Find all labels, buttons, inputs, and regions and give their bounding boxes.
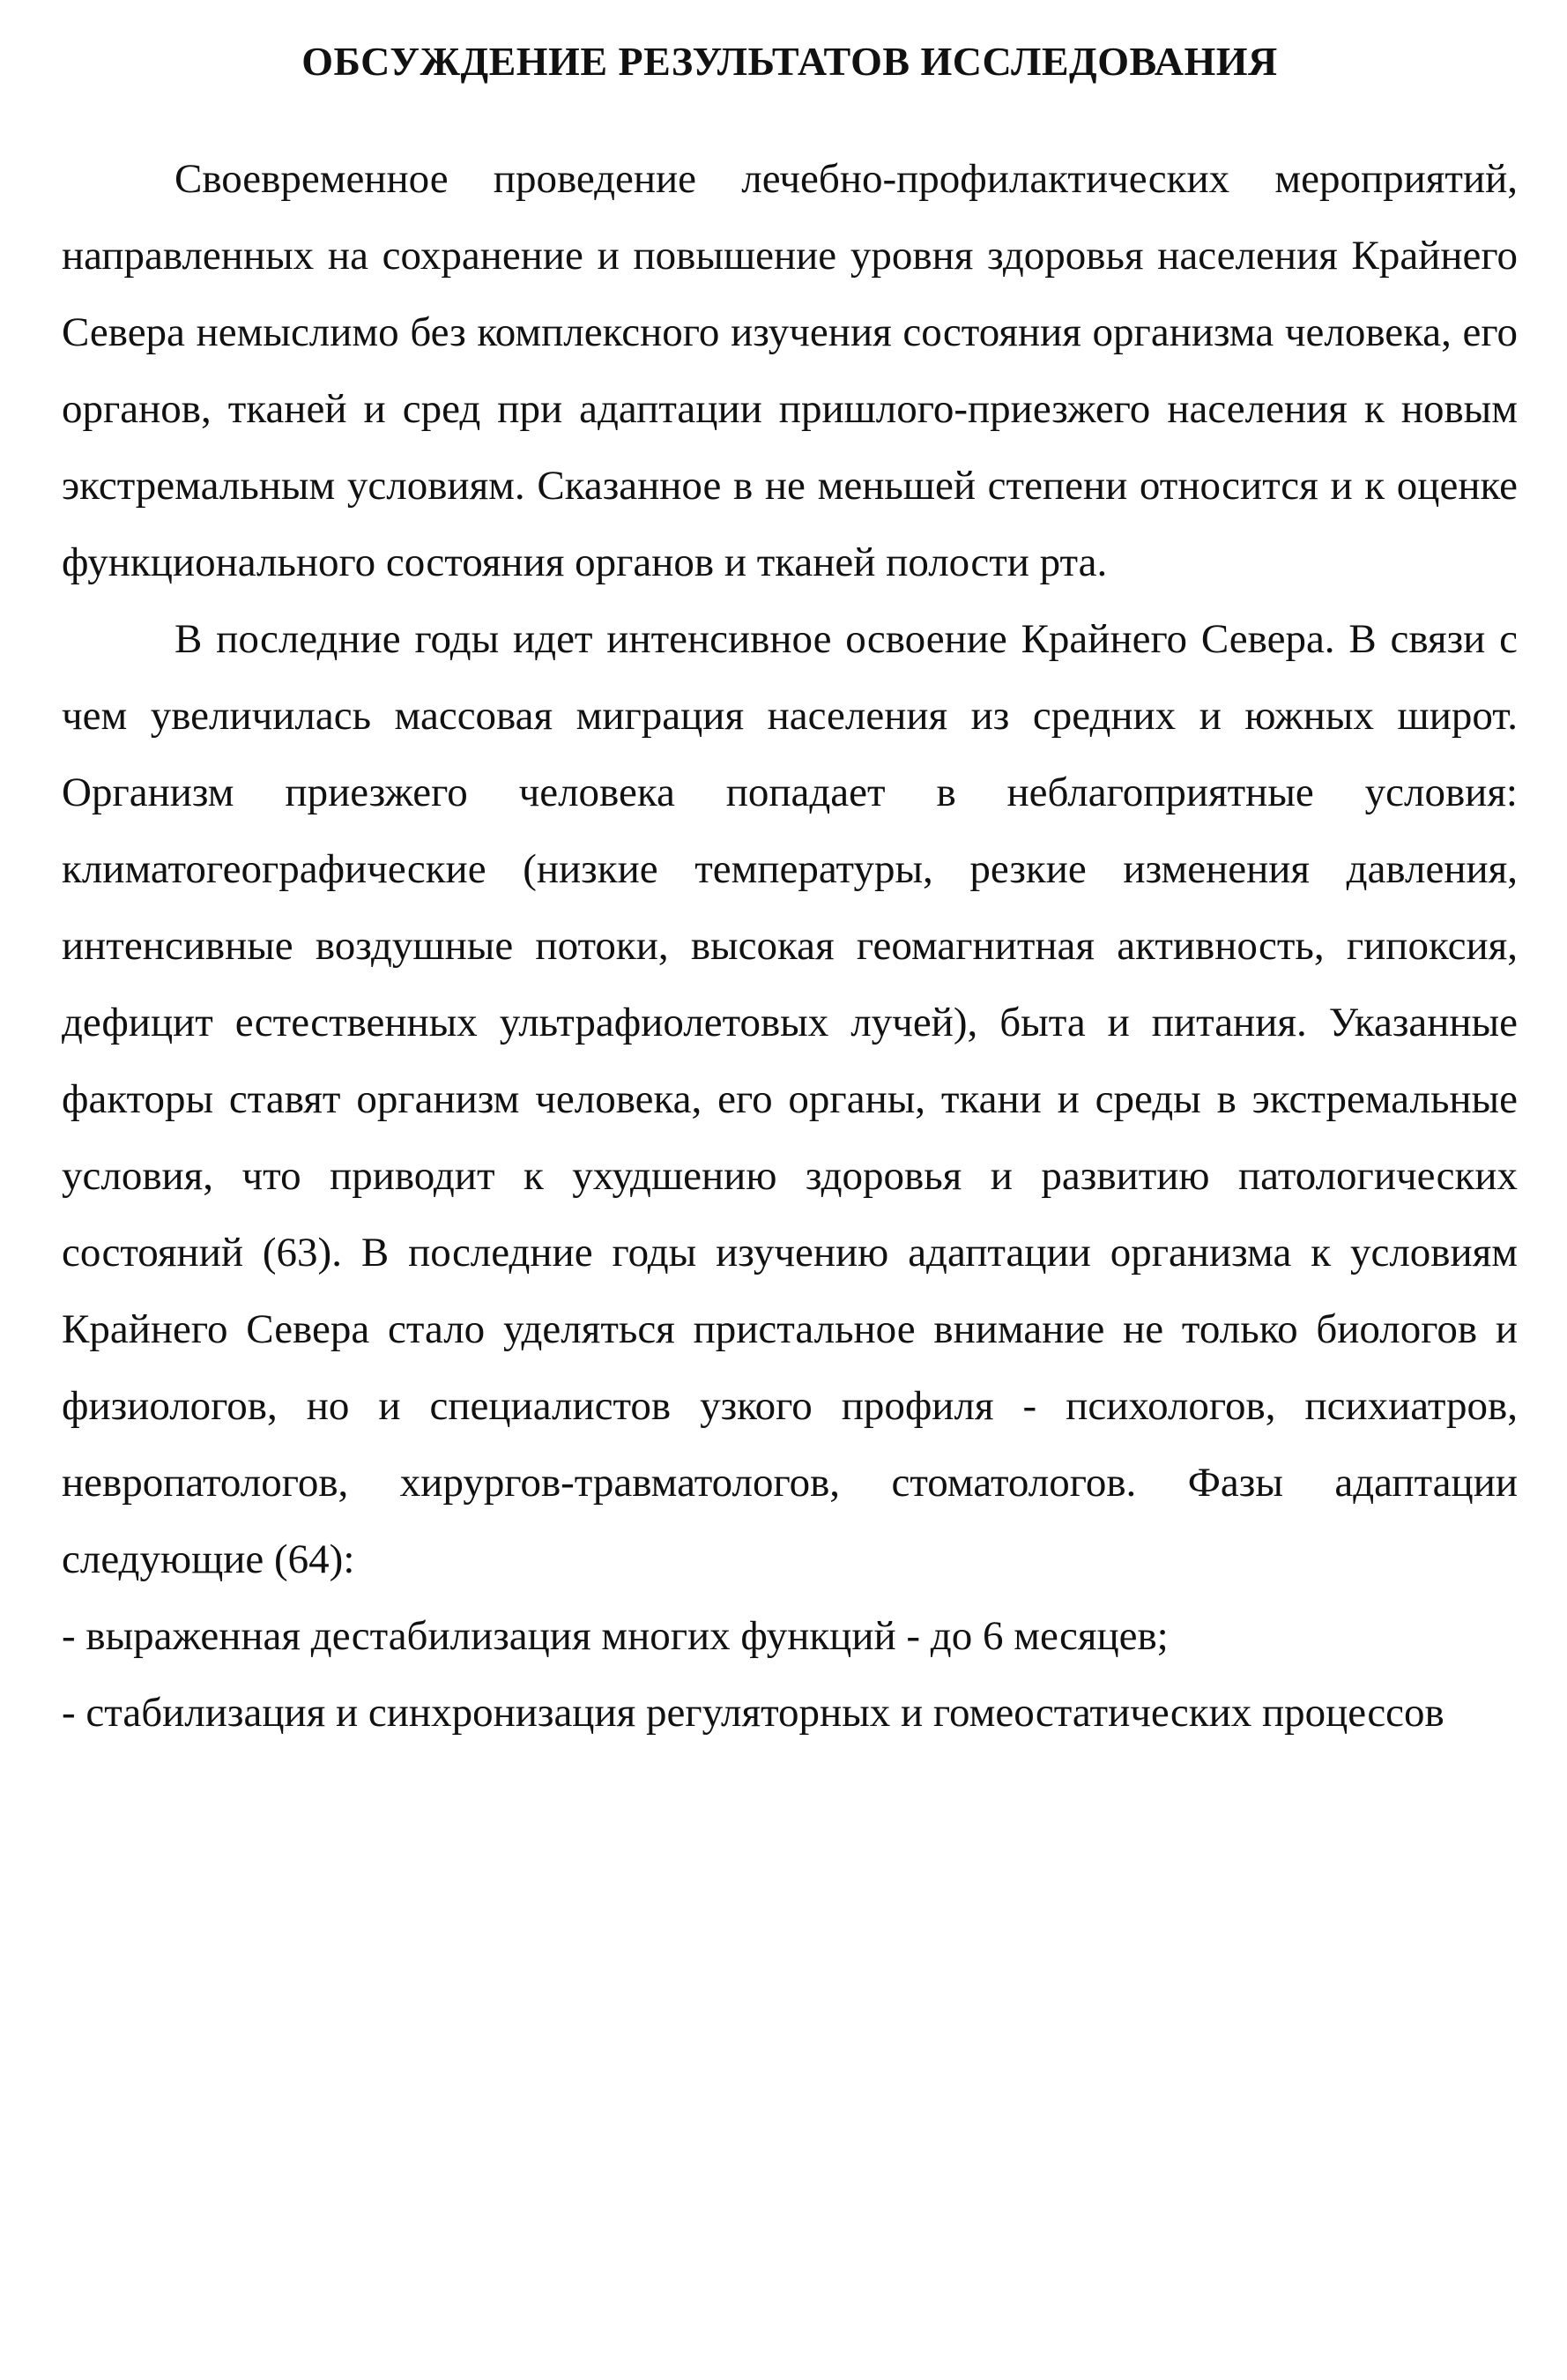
adaptation-phases-list	[62, 1598, 1518, 1752]
paragraph-1: Своевременное проведение лечебно-профилактических мероприятий, направленных на сохранение и повышение уровня здоровья населения Крайнего Севера немыслимо без комплексного изучения состояния организма человека, его органов, тканей и сред при адаптации пришлого-приезжего населения к новым экстремальным условиям. Сказанное в не меньшей степени относится и к оценке функционального состояния органов и тканей полости рта.	[62, 156, 1518, 585]
list-item: - стабилизация и синхронизация регуляторных и гомеостатических процессов	[62, 1690, 1444, 1736]
section-title: ОБСУЖДЕНИЕ РЕЗУЛЬТАТОВ ИССЛЕДОВАНИЯ	[301, 39, 1278, 84]
paragraph-2: В последние годы идет интенсивное освоение Крайнего Севера. В связи с чем увеличилась массовая миграция населения из средних и южных широт. Организм приезжего человека попадает в неблагоприятные условия: климатогеографические (низкие температуры, резкие изменения давления, интенсивные воздушные потоки, высокая геомагнитная активность, гипоксия, дефицит естественных ультрафиолетовых лучей), быта и питания. Указанные факторы ставят организм человека, его органы, ткани и среды в экстремальные условия, что приводит к ухудшению здоровья и развитию патологических состояний (63). В последние годы изучению адаптации организма к условиям Крайнего Севера стало уделяться пристальное внимание не только биологов и физиологов, но и специалистов узкого профиля - психологов, психиатров, невропатологов, хирургов-травматологов, стоматологов. Фазы адаптации следующие (64):	[62, 616, 1518, 1582]
page-content	[62, 35, 1518, 1752]
list-item: - выраженная дестабилизация многих функций - до 6 месяцев;	[62, 1613, 1169, 1659]
